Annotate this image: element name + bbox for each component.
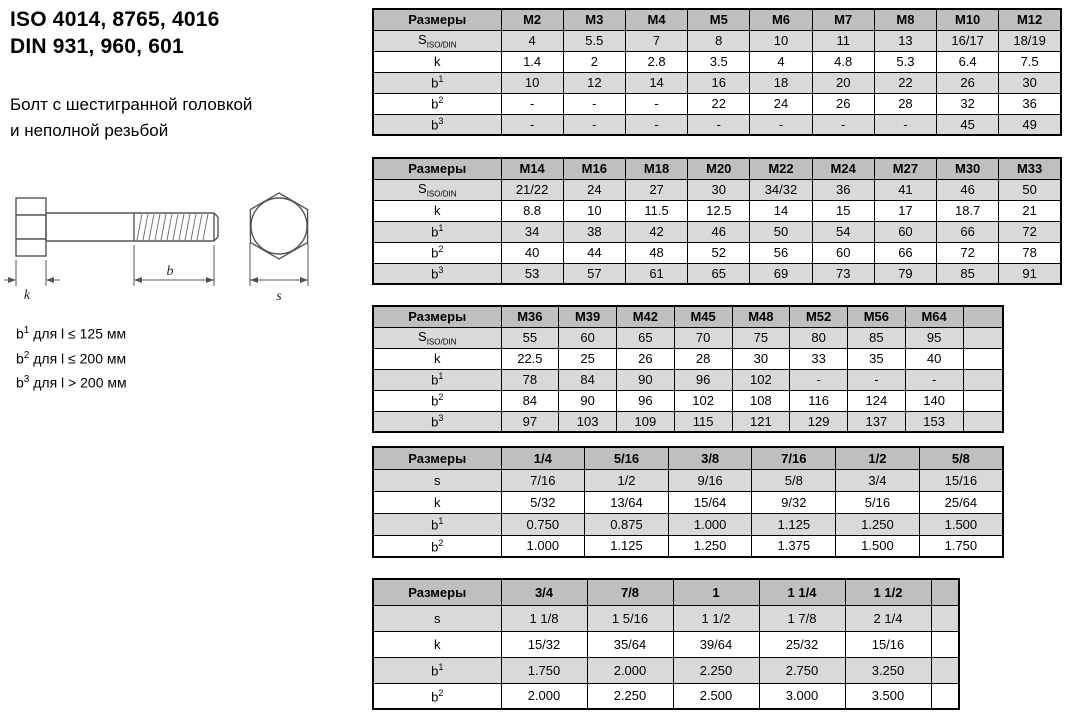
table-cell: 60 <box>874 221 936 242</box>
table-cell: 15/32 <box>501 631 587 657</box>
table-cell: 1.750 <box>501 657 587 683</box>
row-label-cell: $b^2$ <box>373 93 501 114</box>
table-cell: 85 <box>937 263 999 284</box>
table-cell: 9/16 <box>668 469 752 491</box>
table-cell: - <box>625 93 687 114</box>
table-header-cell: M64 <box>905 306 963 327</box>
row-label-cell: $S_{ISO/DIN}$ <box>373 179 501 200</box>
row-label-cell: $b^2$ <box>373 242 501 263</box>
table-cell: 3/4 <box>836 469 920 491</box>
table-cell: 73 <box>812 263 874 284</box>
table-cell: 1.000 <box>501 535 585 557</box>
table-cell: 1.750 <box>919 535 1003 557</box>
table-header-cell: M12 <box>999 9 1061 30</box>
table-cell: 2.500 <box>673 683 759 709</box>
table-cell: 2.250 <box>673 657 759 683</box>
table-cell: 78 <box>501 369 559 390</box>
row-label-cell: k <box>373 491 501 513</box>
table-row <box>373 411 1003 432</box>
table-header-cell: M30 <box>937 158 999 179</box>
table-row <box>373 221 1061 242</box>
table-cell: 102 <box>674 390 732 411</box>
table-cell: 1 1/2 <box>673 605 759 631</box>
table-cell: 137 <box>848 411 906 432</box>
table-cell: 72 <box>937 242 999 263</box>
table-cell: 14 <box>750 200 812 221</box>
row-label-cell: $b^2$ <box>373 390 501 411</box>
table-cell: 21 <box>999 200 1061 221</box>
row-label-cell: $b^1$ <box>373 513 501 535</box>
table-header-cell: M6 <box>750 9 812 30</box>
table-header-cell: M10 <box>937 9 999 30</box>
table-cell: - <box>905 369 963 390</box>
table-cell: 79 <box>874 263 936 284</box>
table-cell: 80 <box>790 327 848 348</box>
row-label-cell: s <box>373 605 501 631</box>
table-cell: 12 <box>563 72 625 93</box>
table-cell: 26 <box>812 93 874 114</box>
table-cell: 2.000 <box>501 683 587 709</box>
table-header-cell: M24 <box>812 158 874 179</box>
table-cell: 56 <box>750 242 812 263</box>
doc-subtitle-line2: и неполной резьбой <box>10 121 169 140</box>
table-header-cell: 1/2 <box>836 447 920 469</box>
table-cell: 90 <box>617 369 675 390</box>
table-header-cell: 5/16 <box>585 447 669 469</box>
table-cell: 25 <box>559 348 617 369</box>
table-header-row <box>373 447 1003 469</box>
table-cell: 75 <box>732 327 790 348</box>
table-header-cell: 5/8 <box>919 447 1003 469</box>
table-cell: 30 <box>688 179 750 200</box>
table-cell: 7 <box>625 30 687 51</box>
table-cell: 25/64 <box>919 491 1003 513</box>
table-cell: 2 <box>563 51 625 72</box>
doc-title <box>10 6 220 60</box>
table-cell: 26 <box>617 348 675 369</box>
table-cell: 39/64 <box>673 631 759 657</box>
notes-list <box>16 320 127 394</box>
table-cell: 10 <box>750 30 812 51</box>
table-header-cell: M18 <box>625 158 687 179</box>
table-header-row <box>373 579 959 605</box>
table-cell: - <box>625 114 687 135</box>
doc-subtitle-line1: Болт с шестигранной головкой <box>10 95 253 114</box>
table-cell: 24 <box>750 93 812 114</box>
table-header-cell: 1 1/4 <box>759 579 845 605</box>
table-header-empty <box>931 579 959 605</box>
table-cell: 36 <box>812 179 874 200</box>
table-cell-empty <box>931 657 959 683</box>
table-cell: 84 <box>501 390 559 411</box>
row-label-cell: $b^3$ <box>373 411 501 432</box>
table-header-cell: M22 <box>750 158 812 179</box>
table-cell: 72 <box>999 221 1061 242</box>
table-cell: 61 <box>625 263 687 284</box>
table-cell-empty <box>963 348 1003 369</box>
row-label-cell: k <box>373 51 501 72</box>
table-cell: 1 1/8 <box>501 605 587 631</box>
dimensions-table-1 <box>372 8 1062 136</box>
row-label-cell: $b^2$ <box>373 535 501 557</box>
table-cell-empty <box>931 683 959 709</box>
row-label-cell: k <box>373 631 501 657</box>
table-cell: 55 <box>501 327 559 348</box>
table-cell: 18 <box>750 72 812 93</box>
table-cell: 1/2 <box>585 469 669 491</box>
table-cell: - <box>563 114 625 135</box>
table-cell: 102 <box>732 369 790 390</box>
table-cell-empty <box>931 631 959 657</box>
table-cell: 1 7/8 <box>759 605 845 631</box>
row-label-cell: $S_{ISO/DIN}$ <box>373 30 501 51</box>
table-cell: 11.5 <box>625 200 687 221</box>
doc-title-line1: ISO 4014, 8765, 4016 <box>10 8 220 31</box>
table-cell: 21/22 <box>501 179 563 200</box>
table-cell: 5/32 <box>501 491 585 513</box>
table-cell: 7.5 <box>999 51 1061 72</box>
table-header-cell: M2 <box>501 9 563 30</box>
table-header-cell: M27 <box>874 158 936 179</box>
table-cell: 66 <box>937 221 999 242</box>
table-cell: 70 <box>674 327 732 348</box>
table-cell: 46 <box>937 179 999 200</box>
table-cell: 4 <box>750 51 812 72</box>
table-row <box>373 93 1061 114</box>
table-header-cell: 7/8 <box>587 579 673 605</box>
table-header-cell: M8 <box>874 9 936 30</box>
table-cell: 121 <box>732 411 790 432</box>
table-cell: 50 <box>999 179 1061 200</box>
table-row <box>373 369 1003 390</box>
table-cell: 2.250 <box>587 683 673 709</box>
table-cell: 15/64 <box>668 491 752 513</box>
table-header-cell: 7/16 <box>752 447 836 469</box>
table-cell: 5/8 <box>752 469 836 491</box>
table-cell: 35/64 <box>587 631 673 657</box>
table-header-row <box>373 306 1003 327</box>
table-cell: 28 <box>874 93 936 114</box>
table-cell-empty <box>963 411 1003 432</box>
table-cell: 3.250 <box>845 657 931 683</box>
table-cell: 1.250 <box>836 513 920 535</box>
row-label-cell: $b^2$ <box>373 683 501 709</box>
table-row <box>373 30 1061 51</box>
table-row <box>373 469 1003 491</box>
table-cell: 1.250 <box>668 535 752 557</box>
table-cell: 10 <box>563 200 625 221</box>
table-header-cell: 1 1/2 <box>845 579 931 605</box>
table-cell: 84 <box>559 369 617 390</box>
table-cell: - <box>812 114 874 135</box>
table-cell: - <box>848 369 906 390</box>
table-cell: 54 <box>812 221 874 242</box>
dimensions-table-2 <box>372 157 1062 285</box>
table-cell: 53 <box>501 263 563 284</box>
table-cell: 1 5/16 <box>587 605 673 631</box>
table-cell: 115 <box>674 411 732 432</box>
table-header-cell: M33 <box>999 158 1061 179</box>
table-cell: 5.3 <box>874 51 936 72</box>
table-cell: 18/19 <box>999 30 1061 51</box>
table-cell: 0.750 <box>501 513 585 535</box>
table-cell: 40 <box>905 348 963 369</box>
dimensions-table-4 <box>372 446 1004 558</box>
table-cell: 45 <box>937 114 999 135</box>
table-cell: 1.375 <box>752 535 836 557</box>
table-row <box>373 605 959 631</box>
table-cell: 8.8 <box>501 200 563 221</box>
table-cell: 1.125 <box>752 513 836 535</box>
table-cell: 9/32 <box>752 491 836 513</box>
table-cell: 69 <box>750 263 812 284</box>
note-line: $b^3$ для l > 200 мм <box>16 374 127 391</box>
table-row <box>373 242 1061 263</box>
table-cell: 22 <box>874 72 936 93</box>
table-header-cell: 3/4 <box>501 579 587 605</box>
table-header-cell: M56 <box>848 306 906 327</box>
table-row <box>373 179 1061 200</box>
table-cell-empty <box>963 369 1003 390</box>
table-cell: 38 <box>563 221 625 242</box>
table-cell: 41 <box>874 179 936 200</box>
table-cell: 34/32 <box>750 179 812 200</box>
table-row <box>373 348 1003 369</box>
table-cell: 15/16 <box>919 469 1003 491</box>
table-cell: 66 <box>874 242 936 263</box>
table-row <box>373 491 1003 513</box>
table-header-cell: M5 <box>688 9 750 30</box>
table-header-cell: M4 <box>625 9 687 30</box>
table-header-cell: M48 <box>732 306 790 327</box>
table-cell: - <box>501 93 563 114</box>
table-cell: 96 <box>674 369 732 390</box>
row-label-cell: k <box>373 348 501 369</box>
table-cell: 108 <box>732 390 790 411</box>
row-label-cell: $b^1$ <box>373 369 501 390</box>
table-row <box>373 683 959 709</box>
table-header-row <box>373 9 1061 30</box>
note-line: $b^1$ для l ≤ 125 мм <box>16 325 127 342</box>
row-label-cell: $b^1$ <box>373 657 501 683</box>
table-cell: 22.5 <box>501 348 559 369</box>
table-cell: 26 <box>937 72 999 93</box>
table-cell: 2.750 <box>759 657 845 683</box>
table-header-label: Размеры <box>373 158 501 179</box>
table-cell: 33 <box>790 348 848 369</box>
table-cell: 97 <box>501 411 559 432</box>
table-cell: - <box>688 114 750 135</box>
table-cell: 25/32 <box>759 631 845 657</box>
table-cell: 1.125 <box>585 535 669 557</box>
row-label-cell: s <box>373 469 501 491</box>
table-cell: 18.7 <box>937 200 999 221</box>
row-label-cell: $b^1$ <box>373 72 501 93</box>
table-cell: 4 <box>501 30 563 51</box>
table-cell: 57 <box>563 263 625 284</box>
dim-label-b: b <box>166 264 174 279</box>
table-cell: 30 <box>999 72 1061 93</box>
table-cell: 42 <box>625 221 687 242</box>
table-cell: 91 <box>999 263 1061 284</box>
table-cell: 7/16 <box>501 469 585 491</box>
table-cell: - <box>790 369 848 390</box>
table-cell: 129 <box>790 411 848 432</box>
table-cell: 28 <box>674 348 732 369</box>
doc-title-line2: DIN 931, 960, 601 <box>10 35 184 58</box>
table-row <box>373 513 1003 535</box>
table-cell-empty <box>963 390 1003 411</box>
table-row <box>373 72 1061 93</box>
table-cell: 140 <box>905 390 963 411</box>
dim-label-k: k <box>23 288 31 303</box>
row-label-cell: $b^3$ <box>373 263 501 284</box>
table-cell: 95 <box>905 327 963 348</box>
row-label-cell: $S_{ISO/DIN}$ <box>373 327 501 348</box>
table-row <box>373 657 959 683</box>
table-header-empty <box>963 306 1003 327</box>
table-cell: 116 <box>790 390 848 411</box>
table-cell: 12.5 <box>688 200 750 221</box>
table-row <box>373 535 1003 557</box>
table-cell: 35 <box>848 348 906 369</box>
table-row <box>373 51 1061 72</box>
table-header-cell: M20 <box>688 158 750 179</box>
table-header-label: Размеры <box>373 306 501 327</box>
table-row <box>373 200 1061 221</box>
table-header-cell: 3/8 <box>668 447 752 469</box>
table-row <box>373 631 959 657</box>
table-header-cell: M14 <box>501 158 563 179</box>
table-cell: - <box>750 114 812 135</box>
row-label-cell: k <box>373 200 501 221</box>
table-cell: - <box>874 114 936 135</box>
dim-label-s: s <box>276 289 282 304</box>
table-cell: 153 <box>905 411 963 432</box>
table-row <box>373 390 1003 411</box>
table-cell: 50 <box>750 221 812 242</box>
table-cell: 65 <box>617 327 675 348</box>
table-header-cell: M39 <box>559 306 617 327</box>
table-cell: 17 <box>874 200 936 221</box>
row-label-cell: $b^3$ <box>373 114 501 135</box>
table-cell: 52 <box>688 242 750 263</box>
table-cell: 46 <box>688 221 750 242</box>
table-cell: 40 <box>501 242 563 263</box>
table-cell: - <box>501 114 563 135</box>
table-cell: 90 <box>559 390 617 411</box>
table-header-cell: M42 <box>617 306 675 327</box>
table-header-cell: M52 <box>790 306 848 327</box>
table-row <box>373 263 1061 284</box>
table-cell: 60 <box>812 242 874 263</box>
table-cell: 1.4 <box>501 51 563 72</box>
table-cell: 5/16 <box>836 491 920 513</box>
table-cell: 27 <box>625 179 687 200</box>
table-cell-empty <box>963 327 1003 348</box>
row-label-cell: $b^1$ <box>373 221 501 242</box>
table-cell: 24 <box>563 179 625 200</box>
table-header-cell: M16 <box>563 158 625 179</box>
table-header-row <box>373 158 1061 179</box>
table-header-cell: M7 <box>812 9 874 30</box>
table-cell: 103 <box>559 411 617 432</box>
table-cell: 3.000 <box>759 683 845 709</box>
table-row <box>373 327 1003 348</box>
note-line: $b^2$ для l ≤ 200 мм <box>16 349 127 367</box>
dimensions-table-5 <box>372 578 960 710</box>
doc-subtitle <box>10 92 252 144</box>
table-cell: 13/64 <box>585 491 669 513</box>
table-cell: 20 <box>812 72 874 93</box>
table-cell: 30 <box>732 348 790 369</box>
table-cell: 1.500 <box>919 513 1003 535</box>
table-header-cell: 1 <box>673 579 759 605</box>
table-header-cell: M3 <box>563 9 625 30</box>
table-cell: 85 <box>848 327 906 348</box>
table-header-label: Размеры <box>373 447 501 469</box>
table-cell: 1.500 <box>836 535 920 557</box>
table-cell-empty <box>931 605 959 631</box>
table-cell: 109 <box>617 411 675 432</box>
thread-hatch <box>137 214 208 240</box>
table-cell: 1.000 <box>668 513 752 535</box>
table-cell: 65 <box>688 263 750 284</box>
table-cell: 14 <box>625 72 687 93</box>
table-header-label: Размеры <box>373 9 501 30</box>
table-cell: 8 <box>688 30 750 51</box>
table-cell: 2.8 <box>625 51 687 72</box>
table-cell: 11 <box>812 30 874 51</box>
table-header-label: Размеры <box>373 579 501 605</box>
table-cell: 96 <box>617 390 675 411</box>
table-header-cell: M36 <box>501 306 559 327</box>
table-cell: 6.4 <box>937 51 999 72</box>
table-cell: 2.000 <box>587 657 673 683</box>
table-cell: 2 1/4 <box>845 605 931 631</box>
table-cell: 124 <box>848 390 906 411</box>
table-cell: 15/16 <box>845 631 931 657</box>
table-cell: 13 <box>874 30 936 51</box>
table-cell: - <box>563 93 625 114</box>
table-cell: 78 <box>999 242 1061 263</box>
table-cell: 10 <box>501 72 563 93</box>
table-cell: 15 <box>812 200 874 221</box>
table-header-cell: 1/4 <box>501 447 585 469</box>
table-cell: 49 <box>999 114 1061 135</box>
dimensions-table-3 <box>372 305 1004 433</box>
table-cell: 34 <box>501 221 563 242</box>
table-cell: 3.5 <box>688 51 750 72</box>
hex-end-view <box>250 193 307 259</box>
table-cell: 16 <box>688 72 750 93</box>
table-header-cell: M45 <box>674 306 732 327</box>
table-cell: 4.8 <box>812 51 874 72</box>
table-cell: 3.500 <box>845 683 931 709</box>
table-cell: 60 <box>559 327 617 348</box>
table-cell: 44 <box>563 242 625 263</box>
table-cell: 22 <box>688 93 750 114</box>
table-cell: 48 <box>625 242 687 263</box>
table-cell: 0.875 <box>585 513 669 535</box>
bolt-drawing <box>2 184 347 312</box>
table-cell: 16/17 <box>937 30 999 51</box>
table-row <box>373 114 1061 135</box>
table-cell: 5.5 <box>563 30 625 51</box>
table-cell: 36 <box>999 93 1061 114</box>
table-cell: 32 <box>937 93 999 114</box>
